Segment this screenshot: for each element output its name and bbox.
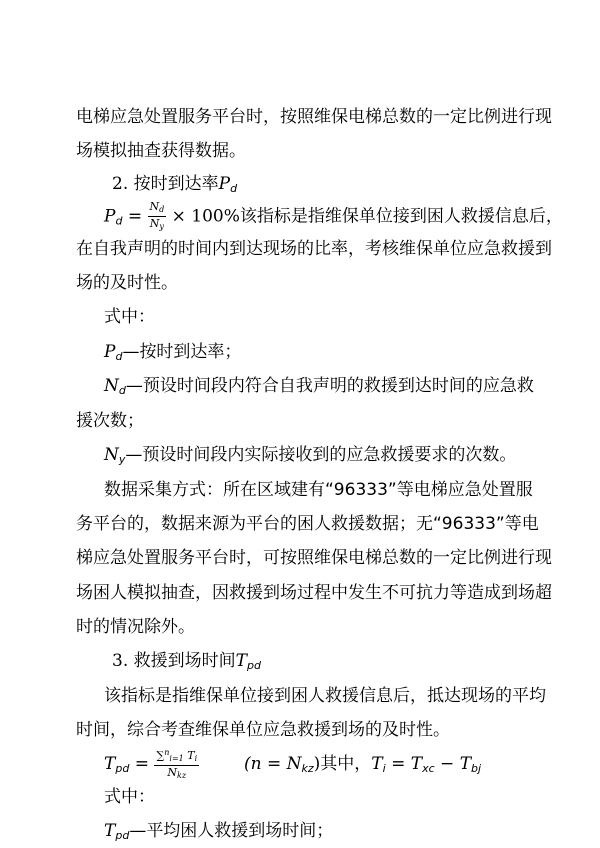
definition-ny: $N_y—$预设时间段内实际接收到的应急救援要求的次数。 [104,445,517,466]
formula-pd: $P_d$ = $\frac{N_d}{N_y}$ × 100%该指标是指维保单位接到困人救援信息后， [104,200,563,231]
section-2-title: 按时到达率 [133,174,219,194]
definition-nd-line-2: 援次数； [76,411,144,431]
data-collection-line-1: 数据采集方式：所在区域建有“96333”等电梯应急处置服 [104,480,533,500]
where-label-1: 式中： [104,307,155,327]
formula-pd-desc-line-2: 在自我声明的时间内到达现场的比率，考核维保单位应急救援到 [76,239,552,259]
formula-pd-desc-line-3: 场的及时性。 [76,273,178,293]
definition-pd: $P_d—$按时到达率； [104,342,242,363]
paragraph-1-line-2: 场模拟抽查获得数据。 [76,141,246,161]
fraction-sum-ti-nkz: $\frac{\sum^n_{i=1} T_i}{N_{kz}}$ [156,748,198,780]
paragraph-1-line-1: 电梯应急处置服务平台时，按照维保电梯总数的一定比例进行现 [76,107,552,127]
definition-tpd: $T_{pd}—$平均困人救援到场时间； [104,821,334,842]
formula-tpd: $T_{pd}$ = $\frac{\sum^n_{i=1} T_i}{N_{kz}}$ $(n = N_{kz})$其中，$T_i = T_{xc} - T_{bj}$ [104,748,482,780]
section-2-heading: 2. 按时到达率$P_d$ [112,174,238,195]
section-2-number: 2. [112,174,129,194]
data-collection-line-4: 场困人模拟抽查，因救援到场过程中发生不可抗力等造成到场超 [76,583,552,603]
section-3-heading: 3. 救援到场时间$T_{pd}$ [112,651,261,672]
definition-nd: $N_d—$预设时间段内符合自我声明的救援到达时间的应急救 [104,376,534,397]
section-3-title: 救援到场时间 [133,651,236,671]
data-collection-line-2: 务平台的，数据来源为平台的困人救援数据；无“96333”等电 [76,514,539,534]
section-3-number: 3. [112,651,129,671]
paragraph-3-line-1: 该指标是指维保单位接到困人救援信息后，抵达现场的平均 [104,686,546,706]
paragraph-3-line-2: 时间，综合考查维保单位应急救援到场的及时性。 [76,720,450,740]
fraction-nd-ny: $\frac{N_d}{N_y}$ [149,200,165,231]
where-label-2: 式中： [104,787,155,807]
data-collection-line-3: 梯应急处置服务平台时，可按照维保电梯总数的一定比例进行现 [76,548,552,568]
data-collection-line-5: 时的情况除外。 [76,617,195,637]
